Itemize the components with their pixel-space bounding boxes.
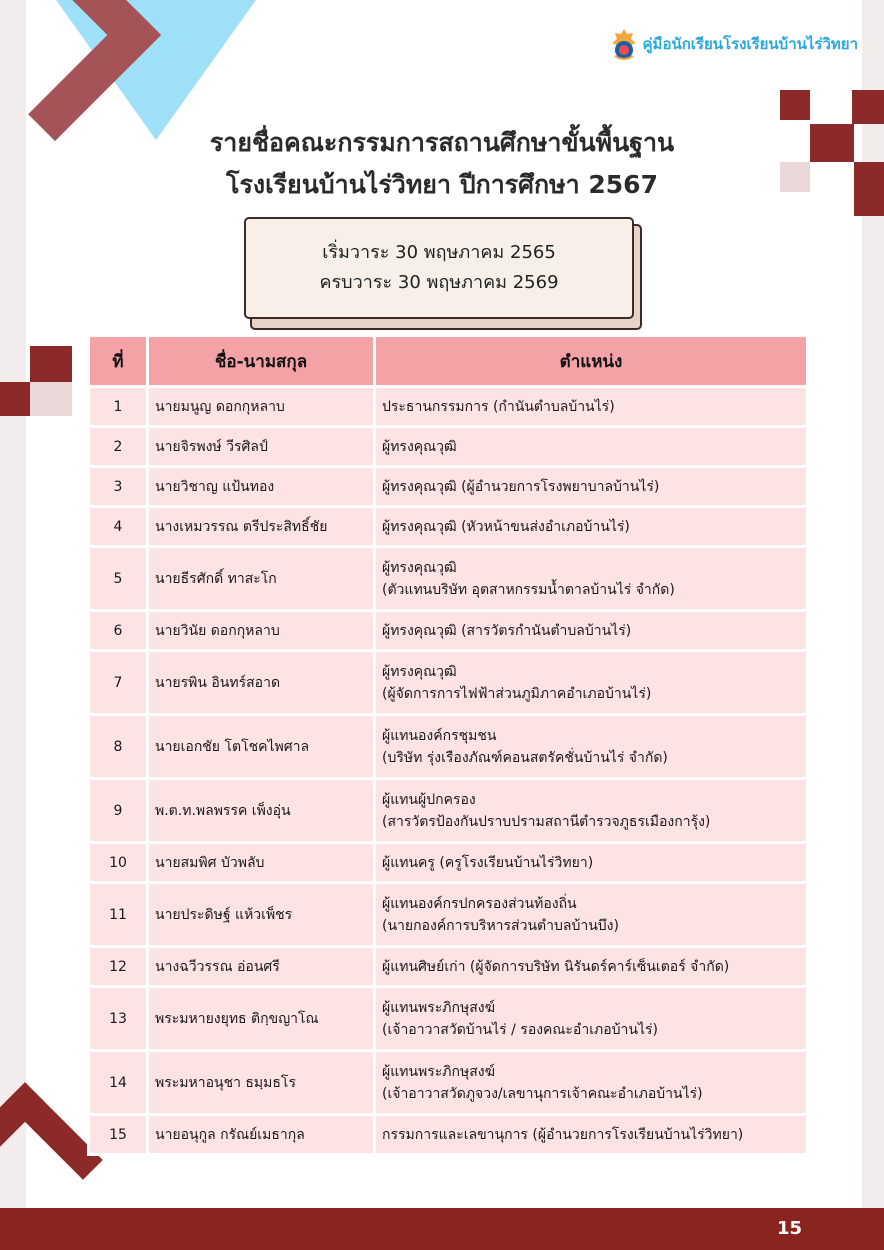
row-number: 1	[90, 388, 146, 425]
table-row	[90, 948, 806, 985]
decorative-square	[780, 90, 810, 120]
table-row	[90, 1116, 806, 1153]
row-number: 4	[90, 508, 146, 545]
member-position	[376, 844, 806, 881]
brand-header	[611, 28, 858, 60]
position-line: ผู้ทรงคุณวุฒิ	[382, 438, 457, 455]
position-detail: (นายกองค์การบริหารส่วนตำบลบ้านบึง)	[382, 917, 619, 934]
table-row	[90, 1052, 806, 1113]
table-row	[90, 388, 806, 425]
page-title-line2: โรงเรียนบ้านไร่วิทยา ปีการศึกษา 2567	[226, 170, 658, 199]
member-position	[376, 548, 806, 609]
member-position	[376, 780, 806, 841]
member-name: นายจิรพงษ์ วีรศิลป์	[149, 428, 373, 465]
table-row	[90, 612, 806, 649]
member-name: นายวินัย ดอกกุหลาบ	[149, 612, 373, 649]
table-row	[90, 716, 806, 777]
position-line: ผู้ทรงคุณวุฒิ (หัวหน้าขนส่งอำเภอบ้านไร่)	[382, 518, 630, 535]
position-detail: (บริษัท รุ่งเรืองภัณฑ์คอนสตรัคชั่นบ้านไร่ จำกัด)	[382, 749, 668, 766]
member-position	[376, 1116, 806, 1153]
table-row	[90, 884, 806, 945]
member-name: นายธีรศักดิ์ ทาสะโก	[149, 548, 373, 609]
row-number: 3	[90, 468, 146, 505]
position-line: ผู้แทนศิษย์เก่า (ผู้จัดการบริษัท นิรันดร์คาร์เซ็นเตอร์ จำกัด)	[382, 958, 730, 975]
table-row	[90, 428, 806, 465]
table-row	[90, 988, 806, 1049]
row-number: 10	[90, 844, 146, 881]
position-detail: (เจ้าอาวาสวัดบ้านไร่ / รองคณะอำเภอบ้านไร่)	[382, 1021, 658, 1038]
row-number: 15	[90, 1116, 146, 1153]
committee-table	[87, 334, 809, 1156]
row-number: 5	[90, 548, 146, 609]
term-box	[244, 217, 634, 319]
position-line: ผู้ทรงคุณวุฒิ	[382, 559, 457, 576]
member-position	[376, 508, 806, 545]
position-detail: (เจ้าอาวาสวัดภูจวง/เลขานุการเจ้าคณะอำเภอบ้านไร่)	[382, 1085, 703, 1102]
footer-bar	[0, 1208, 884, 1250]
member-name: นางเหมวรรณ ตรีประสิทธิ์ชัย	[149, 508, 373, 545]
term-start: เริ่มวาระ 30 พฤษภาคม 2565	[322, 242, 556, 263]
member-position	[376, 612, 806, 649]
row-number: 14	[90, 1052, 146, 1113]
column-header-position: ตำแหน่ง	[376, 337, 806, 385]
table-row	[90, 844, 806, 881]
member-name: นายมนูญ ดอกกุหลาบ	[149, 388, 373, 425]
position-line: ผู้แทนผู้ปกครอง	[382, 791, 476, 808]
position-line: ผู้แทนองค์กรชุมชน	[382, 727, 497, 744]
position-line: ผู้ทรงคุณวุฒิ (สารวัตรกำนันตำบลบ้านไร่)	[382, 622, 632, 639]
decorative-square	[30, 346, 72, 386]
position-detail: (ผู้จัดการการไฟฟ้าส่วนภูมิภาคอำเภอบ้านไร่)	[382, 685, 652, 702]
member-position	[376, 716, 806, 777]
decorative-square	[30, 382, 72, 416]
member-position	[376, 468, 806, 505]
member-name: นายประดิษฐ์ แห้วเพ็ชร	[149, 884, 373, 945]
row-number: 9	[90, 780, 146, 841]
row-number: 7	[90, 652, 146, 713]
position-detail: (สารวัตรป้องกันปราบปรามสถานีตำรวจภูธรเมืองการุ้ง)	[382, 813, 711, 830]
row-number: 6	[90, 612, 146, 649]
member-position	[376, 428, 806, 465]
table-row	[90, 508, 806, 545]
row-number: 13	[90, 988, 146, 1049]
row-number: 12	[90, 948, 146, 985]
member-name: นายอนุกูล กรัณย์เมธากุล	[149, 1116, 373, 1153]
row-number: 11	[90, 884, 146, 945]
position-line: ผู้แทนครู (ครูโรงเรียนบ้านไร่วิทยา)	[382, 854, 594, 871]
member-position	[376, 988, 806, 1049]
position-detail: (ตัวแทนบริษัท อุตสาหกรรมน้ำตาลบ้านไร่ จำกัด)	[382, 581, 675, 598]
table-row	[90, 548, 806, 609]
member-position	[376, 884, 806, 945]
column-header-name: ชื่อ-นามสกุล	[149, 337, 373, 385]
member-name: นายสมพิศ บัวพลับ	[149, 844, 373, 881]
brand-text: คู่มือนักเรียนโรงเรียนบ้านไร่วิทยา	[642, 35, 858, 53]
position-line: ประธานกรรมการ (กำนันตำบลบ้านไร่)	[382, 398, 615, 415]
position-line: กรรมการและเลขานุการ (ผู้อำนวยการโรงเรียนบ้านไร่วิทยา)	[382, 1126, 744, 1143]
member-name: นายวิชาญ แป้นทอง	[149, 468, 373, 505]
row-number: 8	[90, 716, 146, 777]
table-header-row	[90, 337, 806, 385]
table-row	[90, 780, 806, 841]
table-row	[90, 652, 806, 713]
member-position	[376, 948, 806, 985]
position-line: ผู้แทนองค์กรปกครองส่วนท้องถิ่น	[382, 895, 577, 912]
member-name: พ.ต.ท.พลพรรค เพ็งอุ่น	[149, 780, 373, 841]
page-number: 15	[776, 1218, 802, 1239]
school-emblem-icon	[611, 28, 637, 60]
position-line: ผู้ทรงคุณวุฒิ	[382, 663, 457, 680]
term-end: ครบวาระ 30 พฤษภาคม 2569	[319, 272, 559, 293]
decorative-square	[852, 90, 884, 124]
position-line: ผู้ทรงคุณวุฒิ (ผู้อำนวยการโรงพยาบาลบ้านไร่)	[382, 478, 660, 495]
member-name: พระมหายงยุทธ ติกฺขญาโณ	[149, 988, 373, 1049]
member-position	[376, 388, 806, 425]
member-name: นายเอกชัย โตโชคไพศาล	[149, 716, 373, 777]
member-name: นายรพิน อินทร์สอาด	[149, 652, 373, 713]
member-name: นางฉวีวรรณ อ่อนศรี	[149, 948, 373, 985]
column-header-no: ที่	[90, 337, 146, 385]
member-name: พระมหาอนุชา ธมฺมธโร	[149, 1052, 373, 1113]
member-position	[376, 1052, 806, 1113]
row-number: 2	[90, 428, 146, 465]
page-title-line1: รายชื่อคณะกรรมการสถานศึกษาขั้นพื้นฐาน	[209, 128, 675, 157]
position-line: ผู้แทนพระภิกษุสงฆ์	[382, 999, 495, 1016]
position-line: ผู้แทนพระภิกษุสงฆ์	[382, 1063, 495, 1080]
table-row	[90, 468, 806, 505]
member-position	[376, 652, 806, 713]
decorative-square	[0, 382, 30, 416]
